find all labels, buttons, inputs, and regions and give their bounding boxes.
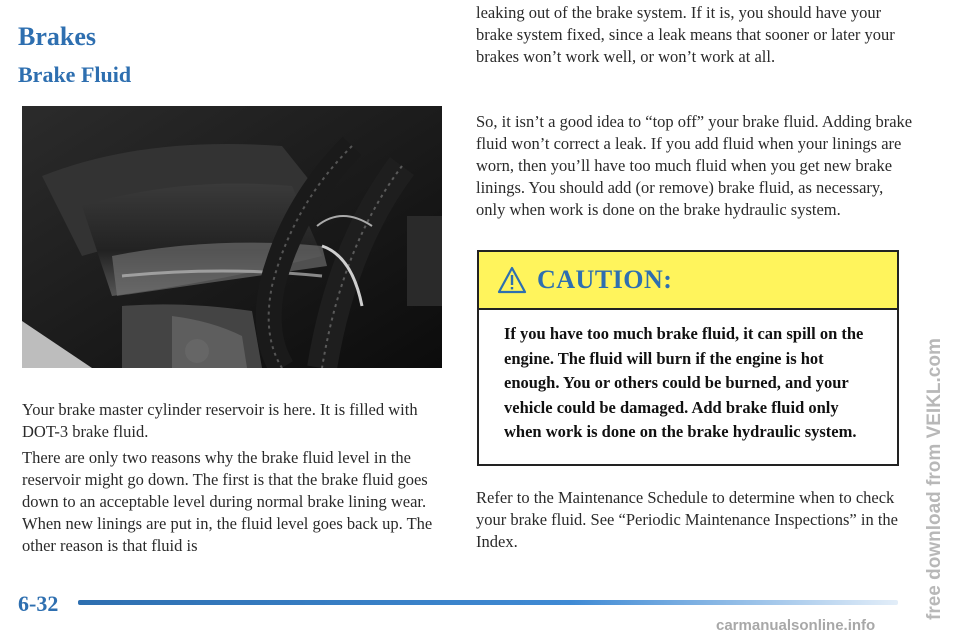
paragraph-maintenance: Refer to the Maintenance Schedule to determine when to check your brake fluid. See “Periodic Maintenance Inspections” in the Index. bbox=[476, 488, 898, 551]
subsection-title: Brake Fluid bbox=[18, 62, 132, 87]
watermark-text: free download from VEIKL.com bbox=[924, 338, 945, 620]
footer-rule bbox=[78, 600, 898, 605]
caution-title: CAUTION: bbox=[537, 265, 673, 294]
caution-text: If you have too much brake fluid, it can spill on the engine. The fluid will burn if the engine is hot enough. You or others could be burned, and your vehicle could be damaged. Add brake fluid only when work is done on the brake hydraulic system. bbox=[504, 324, 864, 441]
site-url: carmanualsonline.info bbox=[716, 617, 876, 634]
paragraph-top-off: So, it isn’t a good idea to “top off” your brake fluid. Adding brake fluid won’t correct a leak. If you add fluid when your linings are worn, then you’ll have too much fluid when you get new brake linings. You should add (or remove) brake fluid, as necessary, only when work is done on the brake hydraulic system. bbox=[476, 112, 913, 219]
caution-box bbox=[477, 250, 899, 466]
paragraph-fluid-level: There are only two reasons why the brake fluid level in the reservoir might go down. The first is that the brake fluid goes down to an acceptable level during normal brake lining wear. When new linings are put in, the fluid level goes back up. The other reason is that fluid is bbox=[22, 448, 433, 555]
section-title: Brakes bbox=[18, 22, 96, 51]
page-number: 6-32 bbox=[18, 591, 59, 616]
caution-header bbox=[479, 252, 897, 310]
paragraph-reservoir: Your brake master cylinder reservoir is here. It is filled with DOT-3 brake fluid. bbox=[22, 400, 418, 441]
paragraph-leak: leaking out of the brake system. If it is, you should have your brake system fixed, since a leak means that sooner or later your brakes won’t work well, or won’t work at all. bbox=[476, 3, 895, 66]
warning-triangle-icon bbox=[497, 266, 527, 294]
brake-reservoir-photo bbox=[22, 106, 442, 368]
